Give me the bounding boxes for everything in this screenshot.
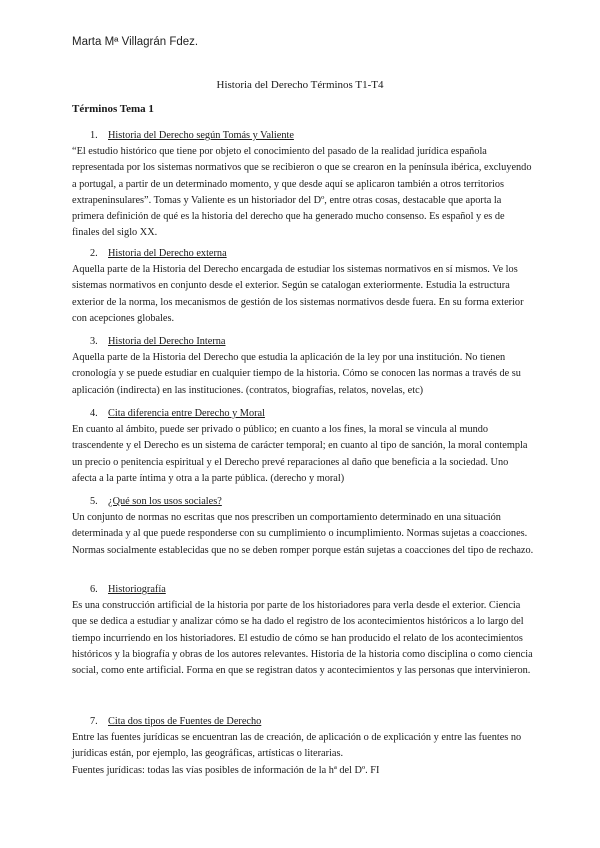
term-heading: ¿Qué son los usos sociales? (108, 496, 222, 507)
term-item-2 (72, 246, 534, 327)
term-text: “El estudio histórico que tiene por objeto el conocimiento del pasado de la realidad jurídica española representada por los sistemas normativos que se recibieron o que se crearon en la península ibérica, excluyendo a portugal, a partir de un determinado momento, y que desde aquí se aplicaron también a otros territorios extrapeninsulares”. Tomas y Valiente es un historiador del Dº, entre otras cosas, destacable que aporta la primera definición de qué es la historia del derecho que ha generado mucho consenso. Es español y es de finales del siglo XX. (72, 146, 532, 239)
section-title: Términos Tema 1 (72, 103, 154, 115)
document-title: Historia del Derecho Términos T1-T4 (216, 79, 384, 91)
term-text: Entre las fuentes jurídicas se encuentran las de creación, de aplicación o de explicación y entre las fuentes no jurídicas están, por ejemplo, las geográficas, artísticas o literarias. (72, 732, 522, 760)
term-text: Aquella parte de la Historia del Derecho que estudia la aplicación de la ley por una institución. No tienen cronología y se puede estudiar en cualquier tiempo de la historia. Cómo se conocen las normas a través de su aplicación (indirecta) en las instituciones. (contratos, biografías, relatos, novelas, etc) (72, 352, 521, 396)
term-item-1 (72, 128, 534, 241)
term-number: 3. (90, 336, 98, 347)
term-heading: Historiografía (108, 584, 166, 595)
term-text-extra: Fuentes jurídicas: todas las vías posibles de información de la hª del Dº. FI (72, 764, 380, 776)
term-number: 5. (90, 496, 98, 507)
term-item-4 (72, 406, 534, 487)
term-heading: Historia del Derecho Interna (108, 336, 226, 347)
term-item-3 (72, 334, 534, 399)
term-text: Es una construcción artificial de la historia por parte de los historiadores para verla desde el exterior. Ciencia que se dedica a estudiar y analizar cómo se ha dado el registro de los acontecimientos históricos a lo largo del tiempo incurriendo en los historiadores. El estudio de cómo se han producido el relato de los acontecimientos históricos y la biografía y obras de los autores relevantes. Historia de la historia como disciplina o como ciencia social, como ente artificial. Forma en que se registran datos y acontecimientos y las personas que intervinieron. (72, 600, 533, 677)
term-heading: Historia del Derecho externa (108, 248, 227, 259)
term-text: Un conjunto de normas no escritas que nos prescriben un comportamiento determinado en una situación determinada y al que puede responderse con su cumplimiento o incumplimiento. Normas sujetas a coacciones. Normas socialmente establecidas que no se deben romper porque están sujetas a coacciones del tipo de rechazo. (72, 512, 534, 556)
term-item-7 (72, 714, 534, 779)
term-heading: Cita diferencia entre Derecho y Moral (108, 408, 265, 419)
term-text: En cuanto al ámbito, puede ser privado o público; en cuanto a los fines, la moral se vincula al mundo trascendente y el Derecho es un sistema de carácter temporal; en cuanto al tipo de sanción, la moral contempla un precio o penitencia espiritual y el Derecho prevé reparaciones al daño que beneficia a la sociedad. Uno afecta a la parte íntima y otra a la parte pública. (derecho y moral) (72, 424, 528, 484)
term-heading: Historia del Derecho según Tomás y Valiente (108, 130, 294, 141)
term-heading: Cita dos tipos de Fuentes de Derecho (108, 716, 262, 727)
term-number: 7. (90, 716, 98, 727)
term-item-5 (72, 494, 534, 559)
term-number: 4. (90, 408, 98, 419)
term-number: 2. (90, 248, 98, 259)
term-number: 1. (90, 130, 98, 141)
term-number: 6. (90, 584, 98, 595)
term-item-6 (72, 582, 534, 679)
term-text: Aquella parte de la Historia del Derecho encargada de estudiar los sistemas normativos en sí mismos. Ve los sistemas normativos en conjunto desde el exterior. Según se catalogan exteriormente. Estudia la estructura exterior de la norma, los mecanismos de gestión de los sistemas normativos desde fuera. En su forma exterior con acepciones globales. (72, 264, 524, 324)
author-name: Marta Mª Villagrán Fdez. (72, 36, 199, 48)
